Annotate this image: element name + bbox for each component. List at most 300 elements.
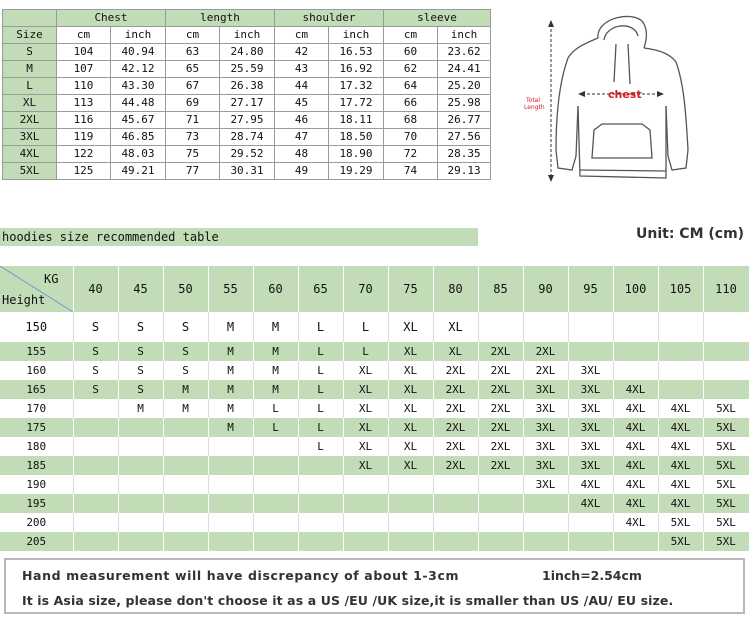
height-cell: 185: [0, 456, 73, 475]
recommended-size-cell: [658, 312, 703, 342]
recommended-size-cell: 2XL: [478, 342, 523, 361]
recommended-size-cell: 4XL: [613, 475, 658, 494]
measurement-cell: 46.85: [111, 129, 166, 146]
measurement-cell: 18.50: [329, 129, 384, 146]
measurement-cell: 45: [275, 95, 329, 112]
measurement-cell: 122: [57, 146, 111, 163]
recommended-size-cell: 3XL: [568, 418, 613, 437]
recommended-size-cell: [73, 494, 118, 513]
recommended-size-cell: 3XL: [523, 456, 568, 475]
measurement-cell: 25.59: [220, 61, 275, 78]
recommended-size-cell: M: [253, 380, 298, 399]
recommended-size-cell: 3XL: [568, 437, 613, 456]
recommended-size-cell: [118, 513, 163, 532]
unit-label: cm: [166, 27, 220, 44]
recommended-size-cell: M: [163, 399, 208, 418]
recommended-size-cell: [118, 418, 163, 437]
recommended-size-cell: [163, 456, 208, 475]
asia-size-note: It is Asia size, please don't choose it as a US /EU /UK size,it is smaller than US /AU/ EU size.: [22, 593, 674, 608]
recommended-size-cell: XL: [388, 312, 433, 342]
recommended-size-cell: S: [163, 361, 208, 380]
height-cell: 170: [0, 399, 73, 418]
unit-label: cm: [57, 27, 111, 44]
recommended-size-cell: [433, 513, 478, 532]
recommended-size-cell: 4XL: [613, 380, 658, 399]
recommended-size-cell: S: [163, 312, 208, 342]
recommended-size-cell: [253, 513, 298, 532]
measurement-cell: 18.11: [329, 112, 384, 129]
recommended-size-cell: [388, 494, 433, 513]
recommended-size-cell: 3XL: [523, 418, 568, 437]
header-chest: Chest: [57, 10, 166, 27]
size-chart-row: [3, 112, 491, 129]
arrow-down-icon: [548, 175, 554, 182]
recommended-size-cell: [523, 494, 568, 513]
recommended-size-cell: [703, 312, 749, 342]
recommended-size-cell: XL: [343, 380, 388, 399]
measurement-cell: 104: [57, 44, 111, 61]
measurement-cell: 29.52: [220, 146, 275, 163]
measurement-cell: 25.98: [438, 95, 491, 112]
recommended-size-cell: M: [253, 312, 298, 342]
recommended-size-cell: S: [118, 380, 163, 399]
recommended-size-cell: 2XL: [523, 361, 568, 380]
recommended-size-cell: 4XL: [613, 418, 658, 437]
weight-header-cell: 55: [208, 266, 253, 312]
unit-label: cm: [275, 27, 329, 44]
recommended-size-cell: [568, 513, 613, 532]
recommended-size-cell: [478, 475, 523, 494]
recommend-row: [0, 475, 749, 494]
recommended-size-cell: 2XL: [433, 380, 478, 399]
recommended-size-cell: [388, 475, 433, 494]
recommended-size-cell: [163, 475, 208, 494]
recommended-size-cell: 3XL: [568, 456, 613, 475]
measurement-cell: 27.17: [220, 95, 275, 112]
arrow-left-icon: [578, 91, 585, 97]
size-cell: M: [3, 61, 57, 78]
recommended-size-cell: 4XL: [613, 399, 658, 418]
chest-label: chest: [608, 88, 642, 101]
recommended-size-cell: M: [253, 361, 298, 380]
size-chart-row: [3, 61, 491, 78]
recommended-size-cell: 4XL: [613, 494, 658, 513]
recommended-size-cell: 5XL: [658, 532, 703, 551]
measurement-cell: 66: [384, 95, 438, 112]
measurement-cell: 116: [57, 112, 111, 129]
recommended-size-cell: [703, 361, 749, 380]
recommended-size-cell: L: [298, 380, 343, 399]
recommended-size-cell: XL: [433, 342, 478, 361]
measurement-cell: 77: [166, 163, 220, 180]
recommend-row: [0, 494, 749, 513]
recommended-size-cell: [658, 342, 703, 361]
recommended-size-cell: XL: [343, 361, 388, 380]
weight-header-cell: 75: [388, 266, 433, 312]
recommended-size-cell: 3XL: [568, 399, 613, 418]
measurement-cell: 70: [384, 129, 438, 146]
size-cell: 5XL: [3, 163, 57, 180]
recommended-size-cell: [523, 312, 568, 342]
recommended-size-cell: [343, 532, 388, 551]
measurement-cell: 45.67: [111, 112, 166, 129]
recommended-size-cell: L: [298, 399, 343, 418]
recommend-table-title: hoodies size recommended table: [0, 228, 478, 246]
measurement-cell: 42: [275, 44, 329, 61]
weight-header-cell: 60: [253, 266, 298, 312]
measurement-cell: 63: [166, 44, 220, 61]
measurement-cell: 43.30: [111, 78, 166, 95]
recommended-size-cell: [118, 532, 163, 551]
size-cell: 4XL: [3, 146, 57, 163]
recommended-size-cell: [298, 494, 343, 513]
recommended-size-cell: 2XL: [478, 437, 523, 456]
recommend-row: [0, 312, 749, 342]
recommended-size-cell: 2XL: [478, 456, 523, 475]
header-sleeve: sleeve: [384, 10, 491, 27]
size-cell: S: [3, 44, 57, 61]
recommended-size-cell: 5XL: [703, 513, 749, 532]
recommended-size-cell: [298, 475, 343, 494]
recommended-size-cell: 3XL: [568, 380, 613, 399]
recommended-size-cell: [73, 456, 118, 475]
measurement-cell: 65: [166, 61, 220, 78]
recommended-size-cell: S: [163, 342, 208, 361]
weight-header-cell: 70: [343, 266, 388, 312]
recommended-size-cell: S: [73, 342, 118, 361]
recommended-size-cell: 5XL: [703, 494, 749, 513]
measurement-cell: 60: [384, 44, 438, 61]
size-cell: 2XL: [3, 112, 57, 129]
recommended-size-cell: 2XL: [523, 342, 568, 361]
recommended-size-cell: 2XL: [433, 399, 478, 418]
recommended-size-cell: XL: [388, 399, 433, 418]
size-cell: 3XL: [3, 129, 57, 146]
recommended-size-cell: [73, 532, 118, 551]
weight-header-cell: 110: [703, 266, 749, 312]
arrow-up-icon: [548, 20, 554, 27]
recommended-size-cell: 4XL: [613, 437, 658, 456]
recommended-size-cell: 3XL: [523, 437, 568, 456]
recommended-size-cell: [118, 456, 163, 475]
size-chart-row: [3, 129, 491, 146]
recommended-size-cell: XL: [388, 380, 433, 399]
footer-note-box: [4, 558, 745, 614]
recommended-size-cell: 3XL: [523, 380, 568, 399]
recommend-row: [0, 532, 749, 551]
recommended-size-cell: [478, 532, 523, 551]
recommended-size-cell: [73, 399, 118, 418]
recommended-size-cell: [253, 437, 298, 456]
recommended-size-cell: L: [253, 399, 298, 418]
recommended-size-cell: S: [73, 312, 118, 342]
size-chart-row: [3, 146, 491, 163]
weight-header-cell: 85: [478, 266, 523, 312]
recommended-size-cell: XL: [388, 418, 433, 437]
recommended-size-cell: M: [208, 380, 253, 399]
measurement-cell: 27.56: [438, 129, 491, 146]
height-cell: 150: [0, 312, 73, 342]
recommended-size-cell: [523, 532, 568, 551]
size-chart-table: [2, 9, 491, 180]
recommended-size-cell: 2XL: [478, 399, 523, 418]
recommended-size-cell: 3XL: [523, 475, 568, 494]
recommend-row: [0, 380, 749, 399]
measurement-cell: 110: [57, 78, 111, 95]
recommended-size-cell: L: [298, 418, 343, 437]
measurement-cell: 27.95: [220, 112, 275, 129]
recommended-size-cell: [703, 380, 749, 399]
recommended-size-cell: 2XL: [433, 437, 478, 456]
height-cell: 165: [0, 380, 73, 399]
recommended-size-cell: 4XL: [613, 513, 658, 532]
recommended-size-cell: [568, 312, 613, 342]
size-chart-row: [3, 95, 491, 112]
recommended-size-cell: [658, 380, 703, 399]
size-chart-unit-row: [3, 27, 491, 44]
recommended-size-cell: 4XL: [658, 494, 703, 513]
recommended-size-cell: M: [208, 312, 253, 342]
measurement-cell: 18.90: [329, 146, 384, 163]
recommended-size-cell: [208, 532, 253, 551]
recommended-size-cell: 4XL: [568, 494, 613, 513]
recommended-size-cell: S: [118, 312, 163, 342]
measurement-cell: 44: [275, 78, 329, 95]
recommended-size-cell: L: [253, 418, 298, 437]
recommended-size-cell: [163, 494, 208, 513]
recommended-size-cell: [613, 312, 658, 342]
recommended-size-cell: [613, 532, 658, 551]
measurement-cell: 125: [57, 163, 111, 180]
measurement-cell: 26.38: [220, 78, 275, 95]
recommended-size-cell: [298, 513, 343, 532]
recommended-size-cell: [208, 475, 253, 494]
recommended-size-cell: 4XL: [568, 475, 613, 494]
recommended-size-cell: XL: [433, 312, 478, 342]
recommended-size-cell: [298, 532, 343, 551]
header-shoulder: shoulder: [275, 10, 384, 27]
recommended-size-cell: [163, 532, 208, 551]
recommended-size-cell: S: [73, 361, 118, 380]
recommended-size-cell: [73, 437, 118, 456]
recommended-size-cell: [568, 342, 613, 361]
recommended-size-cell: [343, 475, 388, 494]
measurement-cell: 23.62: [438, 44, 491, 61]
measurement-cell: 47: [275, 129, 329, 146]
recommended-size-cell: [613, 342, 658, 361]
weight-header-cell: 80: [433, 266, 478, 312]
recommend-row: [0, 399, 749, 418]
measurement-cell: 68: [384, 112, 438, 129]
weight-header-cell: 90: [523, 266, 568, 312]
measurement-cell: 67: [166, 78, 220, 95]
recommended-size-cell: L: [298, 437, 343, 456]
recommended-size-cell: M: [208, 399, 253, 418]
measurement-cell: 29.13: [438, 163, 491, 180]
height-cell: 180: [0, 437, 73, 456]
recommended-size-cell: M: [118, 399, 163, 418]
height-cell: 175: [0, 418, 73, 437]
recommended-size-cell: [208, 437, 253, 456]
recommend-row: [0, 342, 749, 361]
measurement-cell: 19.29: [329, 163, 384, 180]
recommended-size-cell: [613, 361, 658, 380]
recommended-size-cell: 4XL: [658, 456, 703, 475]
measurement-cell: 73: [166, 129, 220, 146]
recommended-size-cell: 4XL: [613, 456, 658, 475]
recommended-size-cell: L: [343, 342, 388, 361]
size-cell: L: [3, 78, 57, 95]
recommended-size-cell: [163, 437, 208, 456]
height-cell: 200: [0, 513, 73, 532]
weight-header-cell: 40: [73, 266, 118, 312]
height-label: Height: [2, 293, 46, 307]
size-chart-corner: [3, 10, 57, 27]
unit-label: inch: [438, 27, 491, 44]
recommend-row: [0, 418, 749, 437]
recommend-size-table: [0, 266, 749, 551]
recommended-size-cell: [703, 342, 749, 361]
recommended-size-cell: [343, 513, 388, 532]
measurement-cell: 48.03: [111, 146, 166, 163]
size-chart-row: [3, 78, 491, 95]
recommended-size-cell: 2XL: [478, 380, 523, 399]
header-length: length: [166, 10, 275, 27]
recommended-size-cell: M: [208, 418, 253, 437]
unit-label: inch: [329, 27, 384, 44]
recommended-size-cell: [208, 456, 253, 475]
recommended-size-cell: 5XL: [658, 513, 703, 532]
measurement-cell: 28.74: [220, 129, 275, 146]
size-chart-body: [3, 10, 491, 180]
recommended-size-cell: [343, 494, 388, 513]
recommended-size-cell: 2XL: [478, 418, 523, 437]
recommended-size-cell: 2XL: [433, 456, 478, 475]
recommended-size-cell: 5XL: [703, 475, 749, 494]
measurement-cell: 49: [275, 163, 329, 180]
discrepancy-note: Hand measurement will have discrepancy of about 1-3cm: [22, 568, 460, 583]
measurement-cell: 24.80: [220, 44, 275, 61]
weight-header-cell: 100: [613, 266, 658, 312]
measurement-cell: 74: [384, 163, 438, 180]
recommended-size-cell: [478, 494, 523, 513]
recommended-size-cell: M: [208, 342, 253, 361]
size-column-header: Size: [3, 27, 57, 44]
recommended-size-cell: 5XL: [703, 456, 749, 475]
recommended-size-cell: XL: [388, 437, 433, 456]
weight-header-cell: 45: [118, 266, 163, 312]
recommended-size-cell: M: [163, 380, 208, 399]
recommended-size-cell: XL: [343, 418, 388, 437]
recommended-size-cell: [208, 513, 253, 532]
recommended-size-cell: 3XL: [523, 399, 568, 418]
recommended-size-cell: XL: [343, 456, 388, 475]
unit-label: inch: [111, 27, 166, 44]
recommended-size-cell: [73, 418, 118, 437]
recommended-size-cell: [253, 456, 298, 475]
recommended-size-cell: 3XL: [568, 361, 613, 380]
recommend-header-row: [0, 266, 749, 312]
size-chart-row: [3, 44, 491, 61]
recommended-size-cell: [118, 494, 163, 513]
recommended-size-cell: [208, 494, 253, 513]
recommended-size-cell: [658, 361, 703, 380]
measurement-cell: 40.94: [111, 44, 166, 61]
measurement-cell: 119: [57, 129, 111, 146]
measurement-cell: 26.77: [438, 112, 491, 129]
height-cell: 205: [0, 532, 73, 551]
weight-header-cell: 65: [298, 266, 343, 312]
recommended-size-cell: 2XL: [478, 361, 523, 380]
recommend-row: [0, 361, 749, 380]
kg-height-corner: [0, 266, 73, 312]
weight-header-cell: 50: [163, 266, 208, 312]
measurement-cell: 42.12: [111, 61, 166, 78]
recommended-size-cell: L: [343, 312, 388, 342]
recommended-size-cell: [433, 532, 478, 551]
recommended-size-cell: 4XL: [658, 399, 703, 418]
measurement-cell: 43: [275, 61, 329, 78]
recommended-size-cell: [388, 513, 433, 532]
recommended-size-cell: 5XL: [703, 532, 749, 551]
recommended-size-cell: XL: [343, 399, 388, 418]
measurement-cell: 48: [275, 146, 329, 163]
height-cell: 160: [0, 361, 73, 380]
recommended-size-cell: [388, 532, 433, 551]
weight-header-cell: 95: [568, 266, 613, 312]
measurement-cell: 107: [57, 61, 111, 78]
total-length-label-line1: Total: [526, 97, 541, 104]
recommended-size-cell: 5XL: [703, 399, 749, 418]
measurement-cell: 44.48: [111, 95, 166, 112]
recommended-size-cell: [478, 513, 523, 532]
recommended-size-cell: [568, 532, 613, 551]
measurement-cell: 64: [384, 78, 438, 95]
unit-label: Unit: CM (cm): [636, 226, 745, 242]
recommended-size-cell: [298, 456, 343, 475]
recommended-size-cell: [433, 475, 478, 494]
size-chart-group-header-row: [3, 10, 491, 27]
recommended-size-cell: L: [298, 342, 343, 361]
recommended-size-cell: [523, 513, 568, 532]
measurement-cell: 30.31: [220, 163, 275, 180]
arrow-right-icon: [657, 91, 664, 97]
recommended-size-cell: S: [118, 342, 163, 361]
height-cell: 155: [0, 342, 73, 361]
recommended-size-cell: [118, 475, 163, 494]
recommended-size-cell: [163, 513, 208, 532]
recommend-row: [0, 513, 749, 532]
weight-header-cell: 105: [658, 266, 703, 312]
measurement-cell: 46: [275, 112, 329, 129]
measurement-cell: 71: [166, 112, 220, 129]
inch-conversion-note: 1inch=2.54cm: [542, 568, 642, 583]
recommended-size-cell: L: [298, 361, 343, 380]
recommend-row: [0, 437, 749, 456]
size-chart-row: [3, 163, 491, 180]
height-cell: 195: [0, 494, 73, 513]
recommended-size-cell: 2XL: [433, 361, 478, 380]
unit-label: cm: [384, 27, 438, 44]
total-length-label-line2: Length: [524, 104, 545, 111]
recommended-size-cell: [253, 475, 298, 494]
measurement-cell: 16.92: [329, 61, 384, 78]
recommended-size-cell: XL: [388, 361, 433, 380]
recommended-size-cell: 4XL: [658, 475, 703, 494]
measurement-cell: 69: [166, 95, 220, 112]
measurement-cell: 16.53: [329, 44, 384, 61]
measurement-cell: 72: [384, 146, 438, 163]
